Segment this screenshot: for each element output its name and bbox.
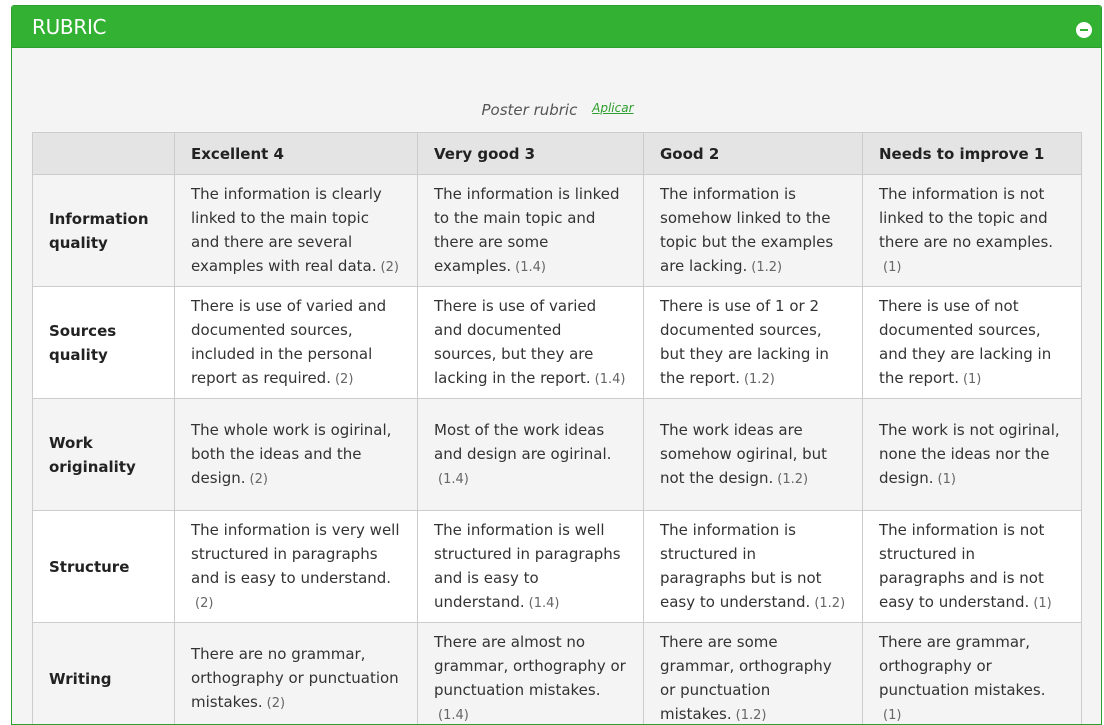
cell-score: (1) — [937, 471, 956, 487]
cell-score: (1.2) — [814, 595, 846, 611]
table-row — [33, 399, 1082, 511]
rubric-cell[interactable] — [175, 399, 418, 511]
table-row — [33, 287, 1082, 399]
cell-score: (1.4) — [594, 371, 626, 387]
cell-score: (1.4) — [515, 259, 546, 275]
cell-score: (1.2) — [777, 471, 809, 487]
table-row — [33, 511, 1082, 623]
rubric-cell[interactable] — [863, 399, 1082, 511]
cell-text: The information is very well structured in paragraphs and is easy to understand. — [191, 520, 400, 587]
cell-text: The information is well structured in paragraphs and is easy to understand. — [434, 520, 621, 611]
cell-score: (1) — [962, 371, 982, 387]
cell-score: (1.2) — [743, 371, 775, 387]
cell-text: The information is structured in paragraphs but is not easy to understand. — [660, 520, 822, 611]
column-header: Excellent 4 — [175, 133, 418, 175]
cell-score: (2) — [380, 259, 399, 275]
cell-score: (2) — [266, 695, 286, 711]
cell-text: The work is not ogirinal, none the ideas nor the design. — [879, 420, 1060, 487]
rubric-cell[interactable] — [644, 287, 863, 399]
rubric-cell[interactable] — [644, 623, 863, 725]
cell-text: The information is not linked to the topic and there are no examples. — [879, 184, 1054, 251]
cell-score: (1.4) — [438, 471, 469, 487]
cell-text: Most of the work ideas and design are ogirinal. — [434, 420, 612, 463]
rubric-cell[interactable] — [418, 287, 644, 399]
column-header: Good 2 — [644, 133, 863, 175]
table-row — [33, 175, 1082, 287]
rubric-name: Poster rubric — [481, 101, 578, 119]
criterion-label: Structure — [33, 511, 175, 623]
rubric-cell[interactable] — [863, 623, 1082, 725]
cell-text: There are some grammar, orthography or punctuation mistakes. — [660, 632, 832, 723]
cell-text: There is use of 1 or 2 documented sources, but they are lacking in the report. — [660, 296, 829, 387]
cell-text: The information is clearly linked to the main topic and there are several examples with real data. — [191, 184, 382, 275]
column-header: Very good 3 — [418, 133, 644, 175]
rubric-cell[interactable] — [644, 175, 863, 287]
cell-text: There is use of not documented sources, and they are lacking in the report. — [879, 296, 1052, 387]
rubric-cell[interactable] — [418, 175, 644, 287]
cell-text: The information is not structured in paragraphs and is not easy to understand. — [879, 520, 1045, 611]
cell-text: There are grammar, orthography or punctuation mistakes. — [879, 632, 1046, 699]
rubric-cell[interactable] — [644, 511, 863, 623]
header-row — [33, 133, 1082, 175]
rubric-cell[interactable] — [863, 175, 1082, 287]
cell-score: (1) — [883, 259, 902, 275]
cell-text: There is use of varied and documented sources, but they are lacking in the report. — [434, 296, 597, 387]
rubric-caption — [12, 101, 1102, 119]
criterion-label: Sources quality — [33, 287, 175, 399]
criterion-label: Writing — [33, 623, 175, 725]
corner-cell — [33, 133, 175, 175]
criterion-label: Information quality — [33, 175, 175, 287]
rubric-cell[interactable] — [175, 511, 418, 623]
table-row — [33, 623, 1082, 725]
cell-score: (1) — [1033, 595, 1052, 611]
cell-text: The whole work is ogirinal, both the ideas and the design. — [191, 420, 392, 487]
cell-text: There are almost no grammar, orthography or punctuation mistakes. — [434, 632, 626, 699]
cell-text: The information is linked to the main topic and there are some examples. — [434, 184, 620, 275]
rubric-cell[interactable] — [418, 511, 644, 623]
rubric-panel — [11, 5, 1102, 725]
cell-score: (1.2) — [735, 707, 767, 723]
rubric-cell[interactable] — [418, 623, 644, 725]
cell-score: (2) — [249, 471, 268, 487]
cell-score: (2) — [195, 595, 214, 611]
rubric-cell[interactable] — [644, 399, 863, 511]
rubric-table — [32, 132, 1082, 725]
cell-text: The information is somehow linked to the topic but the examples are lacking. — [660, 184, 834, 275]
apply-link[interactable]: Aplicar — [592, 101, 634, 115]
cell-score: (1.4) — [438, 707, 469, 723]
cell-score: (2) — [334, 371, 354, 387]
cell-text: The work ideas are somehow ogirinal, but not the design. — [660, 420, 828, 487]
rubric-cell[interactable] — [863, 511, 1082, 623]
cell-text: There are no grammar, orthography or punctuation mistakes. — [191, 644, 399, 711]
cell-score: (1) — [883, 707, 902, 723]
column-header: Needs to improve 1 — [863, 133, 1082, 175]
rubric-cell[interactable] — [175, 287, 418, 399]
cell-text: There is use of varied and documented sources, included in the personal report as required. — [191, 296, 387, 387]
panel-title: RUBRIC — [32, 15, 107, 39]
cell-score: (1.4) — [528, 595, 560, 611]
rubric-cell[interactable] — [175, 175, 418, 287]
panel-header[interactable] — [12, 6, 1101, 48]
cell-score: (1.2) — [751, 259, 783, 275]
minus-circle-icon[interactable] — [1076, 22, 1092, 38]
rubric-cell[interactable] — [418, 399, 644, 511]
rubric-cell[interactable] — [863, 287, 1082, 399]
criterion-label: Work originality — [33, 399, 175, 511]
rubric-cell[interactable] — [175, 623, 418, 725]
